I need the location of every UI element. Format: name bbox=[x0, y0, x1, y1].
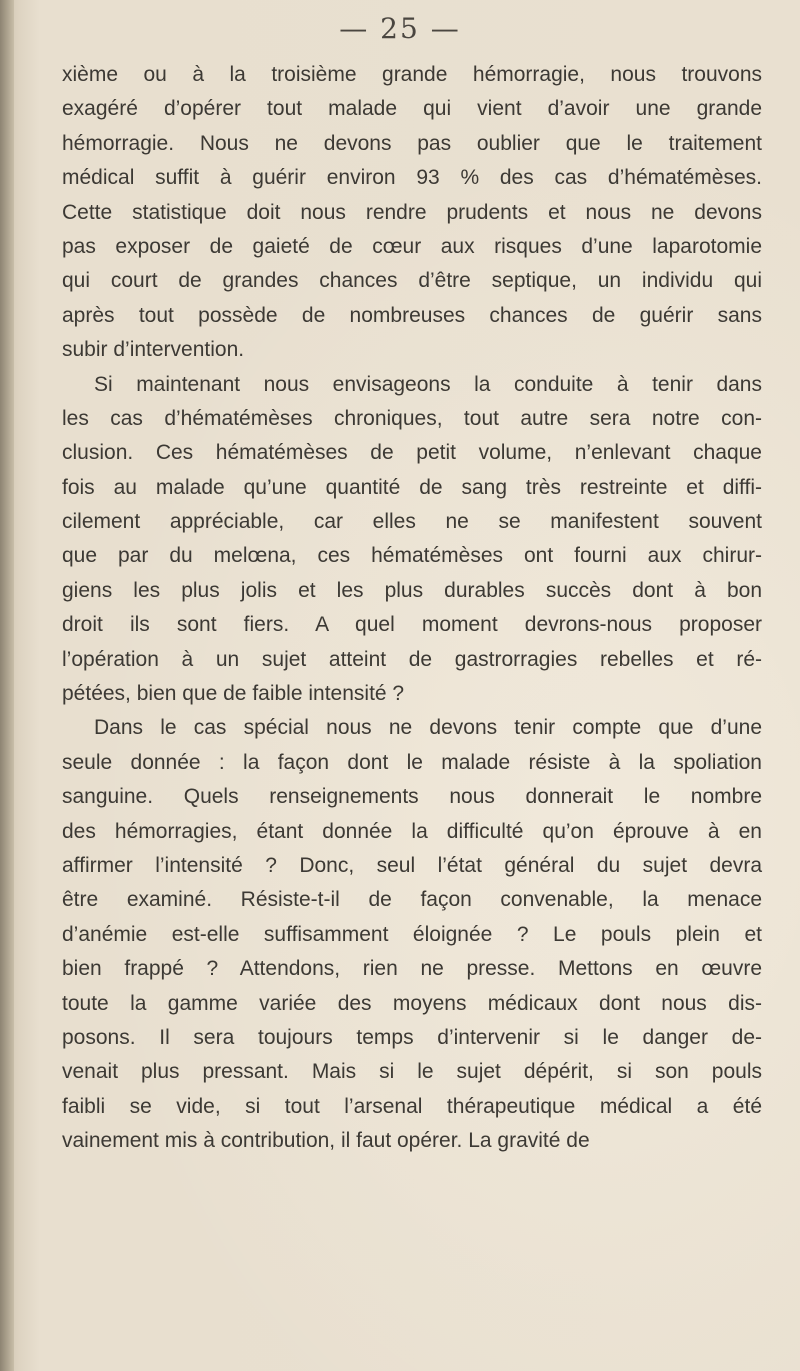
text-line: cilement appréciable, car elles ne se manifestent souvent bbox=[62, 510, 762, 534]
text-line: faibli se vide, si tout l’arsenal thérapeutique médical a été bbox=[62, 1094, 762, 1118]
page-gutter bbox=[0, 0, 14, 1371]
text-line: médical suffit à guérir environ 93 % des cas d’hématémèses. bbox=[62, 166, 762, 190]
text-line: pétées, bien que de faible intensité ? bbox=[62, 682, 405, 706]
text-line: fois au malade qu’une quantité de sang très restreinte et diffi- bbox=[62, 475, 762, 499]
text-line: Dans le cas spécial nous ne devons tenir compte que d’une bbox=[94, 716, 762, 740]
text-line: seule donnée : la façon dont le malade résiste à la spoliation bbox=[62, 750, 762, 774]
text-line: clusion. Ces hématémèses de petit volume, n’enlevant chaque bbox=[62, 441, 762, 465]
text-line: droit ils sont fiers. A quel moment devrons-nous proposer bbox=[62, 613, 762, 637]
text-line: subir d’intervention. bbox=[62, 338, 245, 362]
text-line: qui court de grandes chances d’être septique, un individu qui bbox=[62, 269, 762, 293]
text-line: Cette statistique doit nous rendre prudents et nous ne devons bbox=[62, 200, 762, 224]
text-line: après tout possède de nombreuses chances de guérir sans bbox=[62, 303, 762, 327]
text-line: sanguine. Quels renseignements nous donnerait le nombre bbox=[62, 785, 762, 809]
body-text bbox=[62, 58, 762, 1159]
text-line: que par du melœna, ces hématémèses ont fourni aux chirur- bbox=[62, 544, 762, 568]
text-line: d’anémie est-elle suffisamment éloignée ? Le pouls plein et bbox=[62, 922, 762, 946]
text-line: xième ou à la troisième grande hémorragie, nous trouvons bbox=[62, 63, 762, 86]
text-line: hémorragie. Nous ne devons pas oublier que le traitement bbox=[62, 131, 762, 155]
text-line: bien frappé ? Attendons, rien ne presse. Mettons en œuvre bbox=[62, 957, 762, 981]
text-line: posons. Il sera toujours temps d’intervenir si le danger de- bbox=[62, 1025, 762, 1049]
text-line: vainement mis à contribution, il faut opérer. La gravité de bbox=[62, 1129, 590, 1153]
text-line: les cas d’hématémèses chroniques, tout autre sera notre con- bbox=[62, 406, 762, 430]
text-line: giens les plus jolis et les plus durables succès dont à bon bbox=[62, 578, 762, 602]
text-line: être examiné. Résiste-t-il de façon convenable, la menace bbox=[62, 888, 762, 912]
text-line: l’opération à un sujet atteint de gastrorragies rebelles et ré- bbox=[62, 647, 762, 671]
text-line: des hémorragies, étant donnée la difficulté qu’on éprouve à en bbox=[62, 819, 762, 843]
text-line: exagéré d’opérer tout malade qui vient d’avoir une grande bbox=[62, 97, 762, 121]
text-line: toute la gamme variée des moyens médicaux dont nous dis- bbox=[62, 991, 762, 1015]
text-line: affirmer l’intensité ? Donc, seul l’état général du sujet devra bbox=[62, 853, 762, 877]
text-line: Si maintenant nous envisageons la conduite à tenir dans bbox=[94, 372, 762, 396]
text-line: venait plus pressant. Mais si le sujet dépérit, si son pouls bbox=[62, 1060, 762, 1084]
text-line: pas exposer de gaieté de cœur aux risques d’une laparotomie bbox=[62, 234, 762, 258]
page-number: — 25 — bbox=[339, 12, 461, 45]
